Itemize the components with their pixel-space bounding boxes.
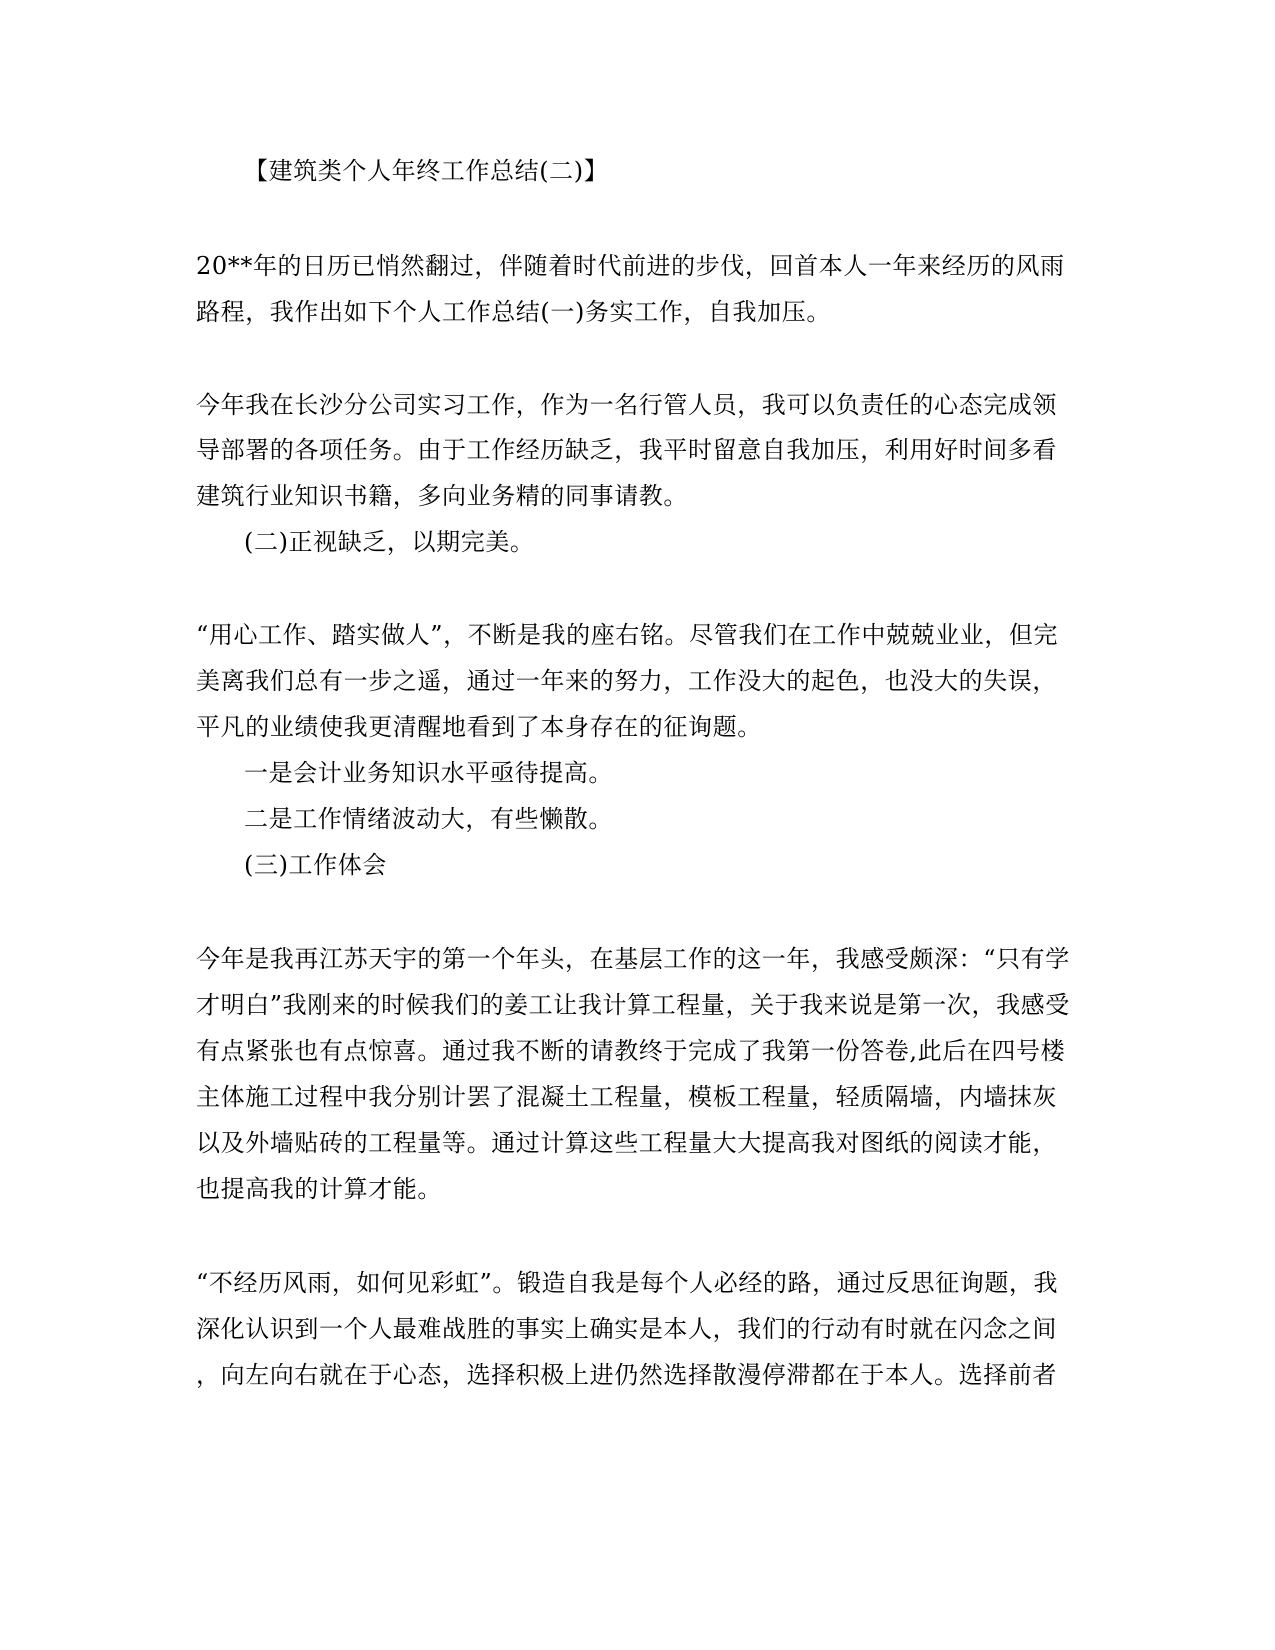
paragraph-line: 今年我在长沙分公司实习工作，作为一名行管人员，我可以负责任的心态完成领 xyxy=(196,391,1057,419)
list-item: 二是工作情绪波动大，有些懒散。 xyxy=(244,805,613,833)
paragraph-line: 也提高我的计算才能。 xyxy=(196,1175,442,1203)
paragraph-line: 才明白”我刚来的时候我们的姜工让我计算工程量，关于我来说是第一次，我感受 xyxy=(196,991,1070,1019)
paragraph-line: 建筑行业知识书籍，多向业务精的同事请教。 xyxy=(196,482,688,510)
paragraph-line: 以及外墙贴砖的工程量等。通过计算这些工程量大大提高我对图纸的阅读才能， xyxy=(196,1129,1057,1157)
paragraph-line: 路程，我作出如下个人工作总结(一)务实工作，自我加压。 xyxy=(196,298,831,326)
paragraph-line: ，向左向右就在于心态，选择积极上进仍然选择散漫停滞都在于本人。选择前者 xyxy=(196,1361,1057,1389)
document-title: 【建筑类个人年终工作总结(二)】 xyxy=(244,157,609,185)
paragraph-line: 深化认识到一个人最难战胜的事实上确实是本人，我们的行动有时就在闪念之间 xyxy=(196,1315,1057,1343)
paragraph-line: 20**年的日历已悄然翻过，伴随着时代前进的步伐，回首本人一年来经历的风雨 xyxy=(196,252,1065,280)
paragraph-line: 有点紧张也有点惊喜。通过我不断的请教终于完成了我第一份答卷,此后在四号楼 xyxy=(196,1037,1066,1065)
section-heading: (三)工作体会 xyxy=(244,851,387,879)
paragraph-line: 今年是我再江苏天宇的第一个年头，在基层工作的这一年，我感受颇深：“只有学 xyxy=(196,945,1070,973)
paragraph-line: 主体施工过程中我分别计罢了混凝土工程量，模板工程量，轻质隔墙，内墙抹灰 xyxy=(196,1083,1057,1111)
paragraph-line: “不经历风雨，如何见彩虹”。锻造自我是每个人必经的路，通过反思征询题，我 xyxy=(196,1269,1059,1297)
paragraph-line: 平凡的业绩使我更清醒地看到了本身存在的征询题。 xyxy=(196,713,762,741)
list-item: 一是会计业务知识水平亟待提高。 xyxy=(244,759,613,787)
section-heading: (二)正视缺乏，以期完美。 xyxy=(244,528,535,556)
paragraph-line: 导部署的各项任务。由于工作经历缺乏，我平时留意自我加压，利用好时间多看 xyxy=(196,436,1057,464)
paragraph-line: “用心工作、踏实做人”，不断是我的座右铭。尽管我们在工作中兢兢业业，但完 xyxy=(196,621,1059,649)
paragraph-line: 美离我们总有一步之遥，通过一年来的努力，工作没大的起色，也没大的失误， xyxy=(196,667,1057,695)
